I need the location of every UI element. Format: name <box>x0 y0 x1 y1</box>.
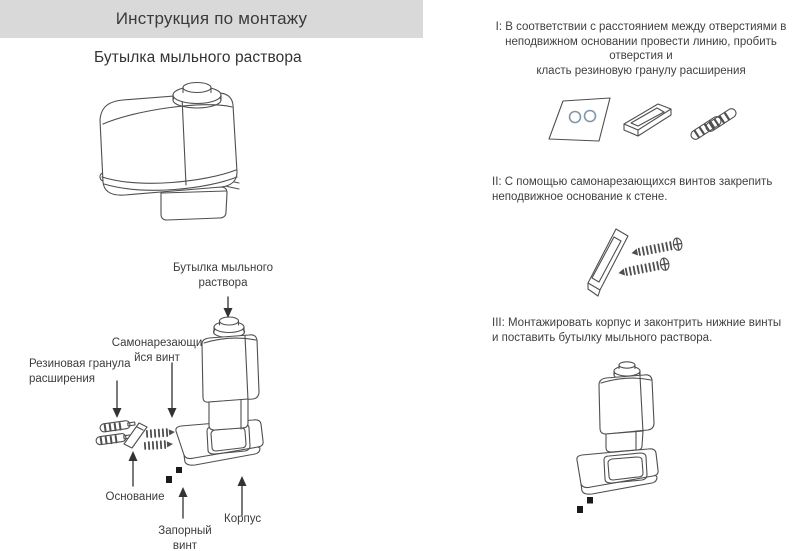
text-line: неподвижном основании провести линию, пробить отверстия и <box>505 35 777 63</box>
label-bottle <box>163 261 283 290</box>
housing <box>577 449 658 494</box>
text-line: винт <box>172 539 198 551</box>
header-bar <box>0 0 423 38</box>
text-line: класть резиновую гранулу расширения <box>536 64 746 77</box>
text-line: раствора <box>198 276 248 289</box>
text-line: Самонарезающи <box>111 337 203 349</box>
label-body <box>224 512 274 527</box>
step-3-svg <box>555 355 755 551</box>
text-line: Бутылка мыльного <box>172 262 274 274</box>
text-line: II: С помощью самонарезающихся винтов закрепить <box>492 176 773 188</box>
assembled-dispenser-drawing <box>55 80 305 245</box>
text-line: Запорный <box>158 525 212 537</box>
text-line: расширения <box>29 372 95 385</box>
label-base <box>98 490 172 505</box>
step-3-text <box>492 316 800 345</box>
step-2-svg <box>555 222 755 307</box>
dowel <box>100 420 136 433</box>
text-line: Корпус <box>224 513 262 525</box>
label-plug <box>29 357 149 386</box>
bottle <box>202 317 259 430</box>
text-line: и поставить бутылку мыльного раствора. <box>492 331 713 344</box>
step-1-svg <box>540 88 755 170</box>
housing <box>161 187 227 220</box>
text-line: I: В соответствии с расстоянием между отверстиями в <box>495 21 787 33</box>
base-plate <box>588 229 628 296</box>
step-3-illustration <box>555 355 755 551</box>
wall-panel <box>549 98 610 141</box>
bottle <box>100 93 237 195</box>
exploded-diagram-svg <box>20 255 300 551</box>
product-title: Бутылка мыльного раствора <box>94 49 302 66</box>
screw <box>630 237 683 259</box>
assembled-dispenser-svg <box>55 80 305 245</box>
lock-screws <box>166 467 182 483</box>
screw <box>147 428 175 437</box>
step-1-text <box>480 20 800 78</box>
label-lock <box>150 524 220 551</box>
screw <box>145 440 173 449</box>
text-line: неподвижное основание к стене. <box>492 190 668 203</box>
text-line: III: Монтажировать корпус и законтрить нижние винты <box>492 317 782 329</box>
exploded-diagram <box>20 255 300 551</box>
lock-screws <box>577 497 593 513</box>
screw <box>617 257 670 279</box>
bottle <box>599 362 654 452</box>
text-line: Основание <box>105 491 165 503</box>
step-2-text <box>492 175 792 204</box>
page-title: Инструкция по монтажу <box>115 9 308 28</box>
text-line: йся винт <box>134 351 180 364</box>
base-plate <box>624 104 671 136</box>
text-line: Резиновая гранула <box>29 358 131 370</box>
step-1-illustration <box>540 88 755 170</box>
step-2-illustration <box>555 222 755 307</box>
